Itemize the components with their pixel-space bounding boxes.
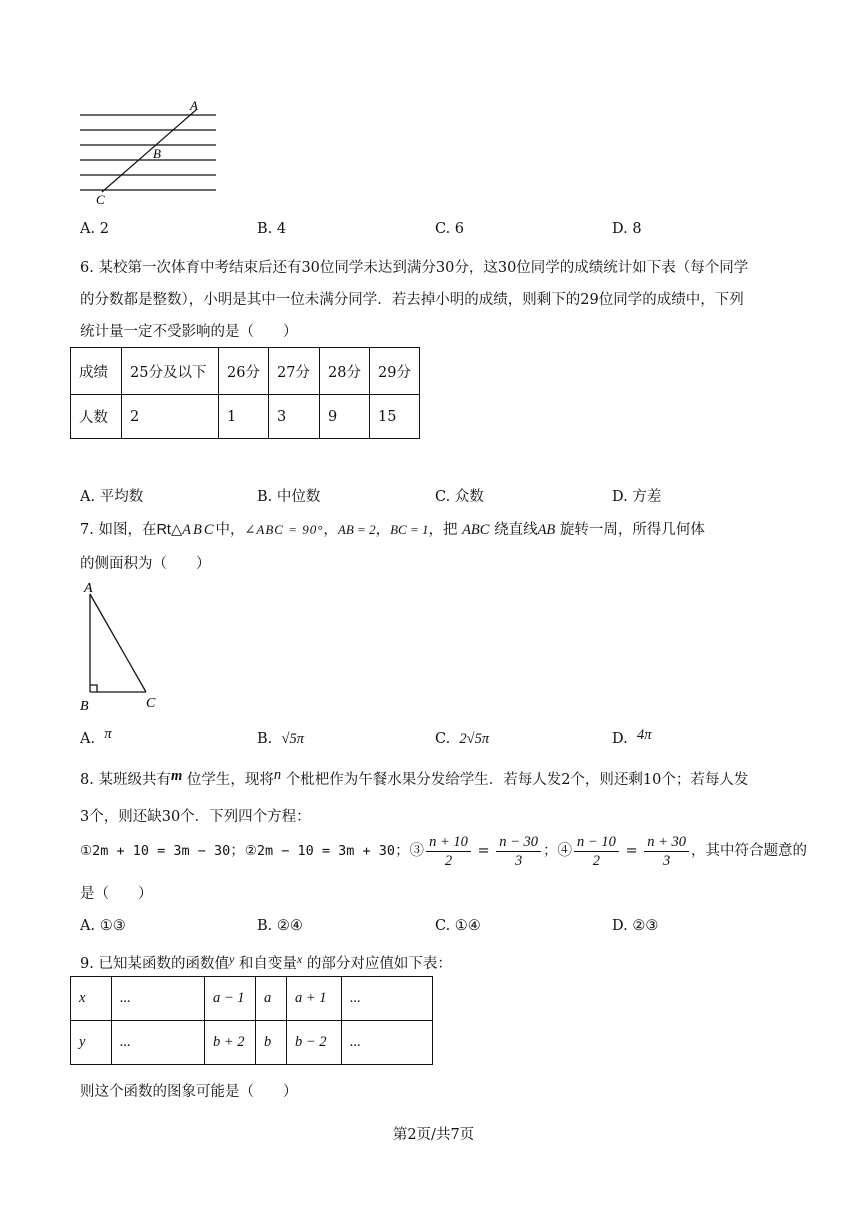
- table-cell: b − 2: [287, 1021, 342, 1065]
- fraction-denominator: 2: [592, 852, 601, 869]
- q8-equals: =: [625, 843, 638, 859]
- q7-rt: Rt△: [156, 522, 183, 538]
- fraction-numerator: n + 10: [426, 833, 471, 852]
- table-cell: b + 2: [205, 1021, 256, 1065]
- q7-text: ，: [375, 522, 391, 538]
- q8-text: 8. 某班级共有: [80, 772, 171, 788]
- q8-var-n: n: [273, 767, 282, 783]
- q7-text: 绕直线: [494, 522, 538, 538]
- q6-option-d: D. 方差: [612, 489, 662, 505]
- table-cell: a − 1: [205, 977, 256, 1021]
- q8-option-a: A. ①③: [80, 918, 126, 934]
- parallel-lines-figure: [72, 98, 222, 208]
- q8-fraction: [496, 833, 541, 870]
- table-cell: 3: [269, 395, 320, 439]
- point-c-label: C: [146, 696, 156, 711]
- q7-angle: ∠ABC = 90°: [244, 522, 324, 537]
- q7-text: 旋转一周，所得几何体: [559, 522, 705, 538]
- point-b-label: B: [80, 699, 89, 714]
- q9-text: 9. 已知某函数的函数值: [80, 956, 229, 972]
- table-cell: a + 1: [287, 977, 342, 1021]
- q7-abc-2: ABC: [462, 522, 490, 538]
- q8-line-4: 是（ ）: [80, 886, 153, 902]
- q7-ab: AB: [537, 522, 556, 538]
- q8-equation-1: ①2m + 10 = 3m − 30: [80, 843, 231, 859]
- q9-value-table: [70, 976, 433, 1065]
- q8-separator: ；③: [395, 843, 425, 859]
- q8-equation-2: ②2m − 10 = 3m + 30: [244, 843, 396, 859]
- page-number-footer: 第2页/共7页: [392, 1127, 475, 1143]
- q7-line-1: [80, 518, 705, 539]
- table-cell: 28分: [320, 348, 370, 395]
- q7-ab-eq: AB = 2: [337, 522, 376, 537]
- q5-option-a: A. 2: [80, 221, 109, 237]
- table-cell: 9: [320, 395, 370, 439]
- table-cell: 15: [370, 395, 420, 439]
- fraction-numerator: n − 30: [496, 833, 541, 852]
- q8-text: ，其中符合题意的: [691, 843, 807, 859]
- q8-line-2: 3个，则还缺30个．下列四个方程：: [80, 809, 311, 825]
- q9-after-table: 则这个函数的图象可能是（ ）: [80, 1084, 298, 1100]
- table-cell: ...: [112, 977, 205, 1021]
- fraction-denominator: 3: [662, 852, 671, 869]
- fraction-numerator: n + 30: [644, 833, 689, 852]
- table-cell: b: [256, 1021, 287, 1065]
- table-cell: 成绩: [71, 348, 122, 395]
- option-letter: B.: [257, 731, 273, 747]
- option-letter: A.: [80, 731, 96, 747]
- q8-option-d: D. ②③: [612, 918, 659, 934]
- option-value: 4π: [636, 727, 652, 743]
- table-cell: ...: [342, 1021, 433, 1065]
- q7-option-a: [80, 726, 112, 748]
- table-cell: 2: [122, 395, 219, 439]
- q7-abc: ABC: [182, 522, 216, 538]
- q6-option-b: B. 中位数: [257, 489, 321, 505]
- q6-line-3: 统计量一定不受影响的是（ ）: [80, 324, 298, 340]
- q9-table-row-y: [71, 1021, 433, 1065]
- point-c-label: C: [96, 192, 105, 207]
- fraction-denominator: 3: [515, 852, 523, 869]
- q5-option-b: B. 4: [257, 221, 287, 237]
- q7-prefix: 7. 如图，在: [80, 522, 157, 538]
- table-cell: x: [71, 977, 112, 1021]
- q8-text: 个枇杷作为午餐水果分发给学生．若每人发2个，则还剩10个；若每人发: [285, 772, 749, 788]
- q6-line-1: 6. 某校第一次体育中考结束后还有30位同学未达到满分30分，这30位同学的成绩统计如下表（每个同学: [80, 260, 749, 276]
- point-a-label: A: [190, 98, 198, 113]
- q5-option-c: C. 6: [435, 221, 465, 237]
- q7-text: 中，: [215, 522, 245, 538]
- q7-option-d: [612, 727, 652, 748]
- option-letter: D.: [612, 731, 628, 747]
- option-value: π: [104, 726, 112, 742]
- table-cell: ...: [342, 977, 433, 1021]
- right-triangle-figure: [74, 578, 174, 714]
- q5-option-d: D. 8: [612, 221, 642, 237]
- table-cell: 27分: [269, 348, 320, 395]
- q7-line-2: 的侧面积为（ ）: [80, 556, 211, 572]
- table-cell: 26分: [219, 348, 269, 395]
- q6-table-count-row: [71, 395, 420, 439]
- table-cell: a: [256, 977, 287, 1021]
- option-letter: C.: [435, 731, 451, 747]
- q6-option-a: A. 平均数: [80, 489, 144, 505]
- q8-fraction: [426, 833, 471, 870]
- q9-table-row-x: [71, 977, 433, 1021]
- q8-equals: =: [477, 843, 490, 859]
- q6-score-table: [70, 347, 420, 439]
- q8-option-b: B. ②④: [257, 918, 303, 934]
- q9-var-y: y: [228, 952, 235, 966]
- table-cell: ...: [112, 1021, 205, 1065]
- table-cell: 人数: [71, 395, 122, 439]
- q7-option-b: [257, 731, 304, 748]
- q7-option-c: [435, 731, 489, 748]
- fraction-denominator: 2: [444, 852, 453, 869]
- fraction-numerator: n − 10: [574, 833, 619, 852]
- q7-text: ，把: [428, 522, 458, 538]
- q8-separator: ；④: [543, 843, 573, 859]
- q8-fraction: [574, 833, 619, 870]
- q8-line-1: [80, 768, 748, 789]
- point-a-label: A: [84, 581, 93, 596]
- q9-var-x: x: [296, 952, 303, 966]
- q7-text: ，: [323, 522, 338, 538]
- q9-text: 和自变量: [238, 956, 297, 972]
- q8-var-m: m: [170, 768, 183, 784]
- q8-fraction: [644, 833, 689, 870]
- q9-line-1: [80, 952, 452, 973]
- q9-text: 的部分对应值如下表：: [306, 956, 452, 972]
- option-value: 2√5π: [459, 731, 490, 747]
- q6-table-header-row: [71, 348, 420, 395]
- q6-option-c: C. 众数: [435, 489, 484, 505]
- q7-bc-eq: BC = 1: [390, 522, 429, 537]
- table-cell: y: [71, 1021, 112, 1065]
- table-cell: 29分: [370, 348, 420, 395]
- table-cell: 25分及以下: [122, 348, 219, 395]
- point-b-label: B: [153, 146, 161, 161]
- q8-equations-line: [80, 828, 807, 874]
- q6-line-2: 的分数都是整数），小明是其中一位未满分同学．若去掉小明的成绩，则剩下的29位同学的成绩中，下列: [80, 292, 744, 308]
- table-cell: 1: [219, 395, 269, 439]
- q8-separator: ；: [230, 843, 245, 859]
- q8-option-c: C. ①④: [435, 918, 481, 934]
- q8-text: 位学生，现将: [186, 772, 274, 788]
- option-value: √5π: [281, 731, 304, 747]
